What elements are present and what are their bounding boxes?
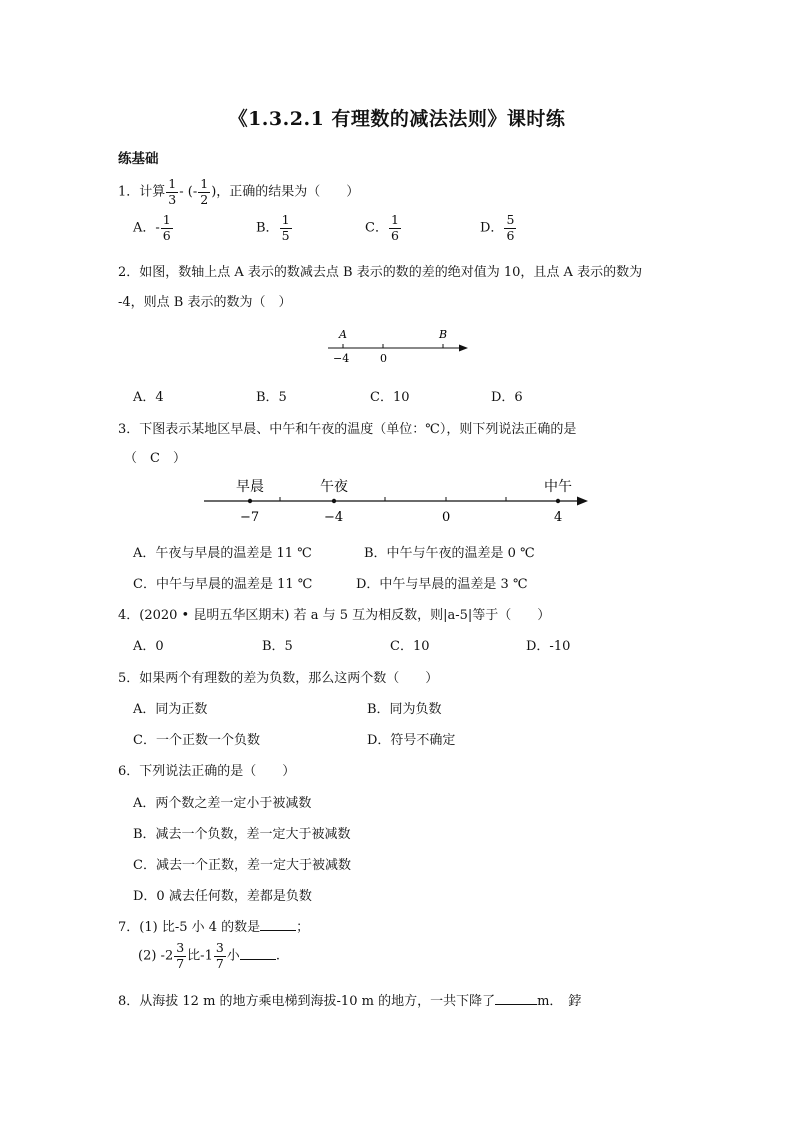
q2-option-d: D．6 [491, 390, 523, 405]
tick-4-label: 4 [554, 510, 563, 525]
q7-fraction-1: $\frac{3}{7}$ [176, 940, 185, 971]
q8-trailing-char: 鋍 [568, 994, 582, 1009]
q5-option-b: B．同为负数 [367, 702, 442, 717]
q6-option-d: D．0 减去任何数，差都是负数 [133, 889, 312, 904]
q1-suffix: )，正确的结果为（ ） [211, 184, 360, 200]
q3-temperature-number-line [200, 474, 595, 530]
section-heading: 练基础 [118, 151, 159, 167]
q1-option-a: A．- $\frac{1}{6}$ [133, 212, 171, 243]
q1-mid: - (- [179, 184, 198, 200]
q4-option-d: D．-10 [526, 639, 571, 654]
q2-line-1: 2．如图，数轴上点 A 表示的数减去点 B 表示的数的差的绝对值为 10，且点 A 表示的数为 [118, 265, 643, 280]
q3-line-2: （ C ） [124, 451, 186, 466]
q2-option-c: C．10 [370, 390, 410, 405]
q3-option-d: D．中午与早晨的温差是 3 ℃ [356, 577, 528, 592]
point-a-label: A [339, 328, 347, 341]
q7-blank-2[interactable] [240, 947, 276, 960]
q3-line-1: 3．下图表示某地区早晨、中午和午夜的温度（单位：℃），则下列说法正确的是 [118, 422, 577, 437]
tick-neg4-label: −4 [333, 352, 350, 365]
q7-part-1: 7．(1) 比-5 小 4 的数是 ； [118, 920, 310, 935]
morning-point [248, 499, 252, 503]
q1-fraction-2: $\frac{1}{2}$ [200, 176, 209, 207]
q7-part-2: (2) -2 $\frac{3}{7}$ 比-1 $\frac{3}{7}$ 小 . [138, 940, 280, 971]
q2-line-2: -4，则点 B 表示的数为（ ） [118, 295, 292, 310]
tick-neg4-label: −4 [324, 510, 344, 525]
q6-text: 6．下列说法正确的是（ ） [118, 764, 296, 779]
question-1 [118, 178, 359, 206]
q2-option-b: B．5 [256, 390, 287, 405]
tick-neg7-label: −7 [240, 510, 260, 525]
q3-option-b: B．中午与午夜的温差是 0 ℃ [364, 546, 535, 561]
q1-option-c: C． $\frac{1}{6}$ [365, 212, 399, 243]
q5-text: 5．如果两个有理数的差为负数，那么这两个数（ ） [118, 671, 439, 686]
q3-option-a: A．午夜与早晨的温差是 11 ℃ [133, 546, 312, 561]
q4-option-a: A．0 [133, 639, 164, 654]
q6-option-a: A．两个数之差一定小于被减数 [133, 796, 312, 811]
q3-option-c: C．中午与早晨的温差是 11 ℃ [133, 577, 313, 592]
morning-label: 早晨 [236, 479, 264, 495]
tick-zero-label: 0 [442, 510, 451, 525]
q2-number-line [320, 322, 480, 368]
q8-text: 8．从海拔 12 m 的地方乘电梯到海拔-10 m 的地方，一共下降了 m． 鋍 [118, 994, 582, 1009]
q1-option-d: D． $\frac{5}{6}$ [480, 212, 515, 243]
q6-option-b: B．减去一个负数，差一定大于被减数 [133, 827, 351, 842]
page-title: 《1.3.2.1 有理数的减法法则》课时练 [228, 108, 566, 130]
noon-label: 中午 [544, 479, 572, 495]
noon-point [556, 499, 560, 503]
tick-zero-label: 0 [380, 352, 387, 365]
q4-option-b: B．5 [262, 639, 293, 654]
q7-blank-1[interactable] [260, 918, 296, 931]
q1-prefix: 1．计算 [118, 184, 166, 200]
q1-option-b: B． $\frac{1}{5}$ [256, 212, 290, 243]
q6-option-c: C．减去一个正数，差一定大于被减数 [133, 858, 351, 873]
q7-fraction-2: $\frac{3}{7}$ [215, 940, 224, 971]
q5-option-a: A．同为正数 [133, 702, 208, 717]
q1-fraction-1: $\frac{1}{3}$ [168, 176, 177, 207]
midnight-label: 午夜 [320, 479, 348, 495]
midnight-point [332, 499, 336, 503]
q5-option-c: C．一个正数一个负数 [133, 733, 260, 748]
q5-option-d: D．符号不确定 [367, 733, 456, 748]
q8-blank[interactable] [495, 992, 537, 1005]
q4-option-c: C．10 [390, 639, 430, 654]
q4-text: 4．(2020 • 昆明五华区期末) 若 a 与 5 互为相反数，则|a-5|等于（ ） [118, 608, 551, 623]
q2-option-a: A．4 [133, 390, 164, 405]
point-b-label: B [439, 328, 448, 341]
